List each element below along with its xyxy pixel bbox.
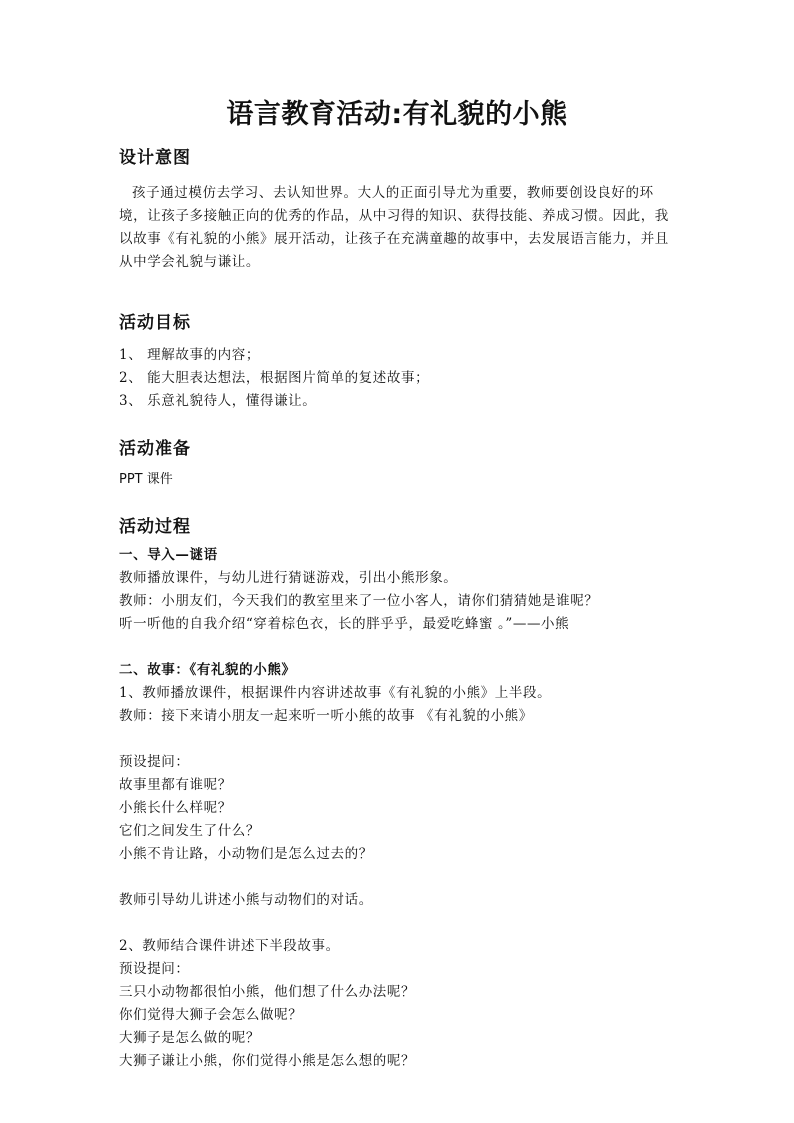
process-subheading-2: 二、故事：《有礼貌的小熊》 <box>119 662 296 678</box>
goal-item-3: 3、 乐意礼貌待人，懂得谦让。 <box>119 393 317 409</box>
section-heading-process: 活动过程 <box>119 517 191 537</box>
process-part2-d-line-5: 大狮子是怎么做的呢？ <box>119 1030 260 1046</box>
process-part2-a-line-1: 1、教师播放课件，根据课件内容讲述故事《有礼貌的小熊》上半段。 <box>119 685 552 701</box>
document-content <box>119 146 679 1073</box>
process-part2-d-line-2: 预设提问： <box>119 961 190 977</box>
goal-item-2: 2、 能大胆表达想法，根据图片简单的复述故事； <box>119 370 430 386</box>
process-part2-a-line-2: 教师：接下来请小朋友一起来听一听小熊的故事 《有礼貌的小熊》 <box>119 708 533 724</box>
process-part2-d-line-6: 大狮子谦让小熊，你们觉得小熊是怎么想的呢？ <box>119 1053 416 1069</box>
process-subheading-1: 一、导入—谜语 <box>119 547 218 563</box>
process-part2-b-line-1: 预设提问： <box>119 754 190 770</box>
goal-item-1: 1、 理解故事的内容； <box>119 347 260 363</box>
process-part2-d-line-4: 你们觉得大狮子会怎么做呢？ <box>119 1007 303 1023</box>
process-part1-line-2: 教师：小朋友们，今天我们的教室里来了一位小客人，请你们猜猜她是谁呢？ <box>119 593 599 609</box>
intent-paragraph: 孩子通过模仿去学习、去认知世界。大人的正面引导尤为重要，教师要创设良好的环境，让孩子多接触正向的优秀的作品，从中习得的知识、获得技能、养成习惯。因此，我以故事《有礼貌的小熊》展开活动，让孩子在充满童趣的故事中，去发展语言能力，并且从中学会礼貌与谦让。 <box>119 185 669 270</box>
section-heading-intent: 设计意图 <box>119 148 191 168</box>
section-heading-prep: 活动准备 <box>119 439 191 459</box>
process-part2-b-line-5: 小熊不肯让路，小动物们是怎么过去的？ <box>119 846 373 862</box>
process-part2-d-line-1: 2、教师结合课件讲述下半段故事。 <box>119 938 340 954</box>
process-part2-b-line-3: 小熊长什么样呢？ <box>119 800 232 816</box>
process-part2-b-line-2: 故事里都有谁呢？ <box>119 777 232 793</box>
process-part2-b-line-4: 它们之间发生了什么？ <box>119 823 260 839</box>
process-part2-c-line: 教师引导幼儿讲述小熊与动物们的对话。 <box>119 892 373 908</box>
process-part2-d-line-3: 三只小动物都很怕小熊，他们想了什么办法呢？ <box>119 984 416 1000</box>
process-part1-line-3: 听一听他的自我介绍“穿着棕色衣，长的胖乎乎，最爱吃蜂蜜 。”——小熊 <box>119 616 570 632</box>
section-heading-goals: 活动目标 <box>119 313 191 333</box>
prep-body: PPT 课件 <box>119 472 173 487</box>
document-title: 语言教育活动:有礼貌的小熊 <box>226 99 568 130</box>
process-part1-line-1: 教师播放课件，与幼儿进行猜谜游戏，引出小熊形象。 <box>119 570 458 586</box>
